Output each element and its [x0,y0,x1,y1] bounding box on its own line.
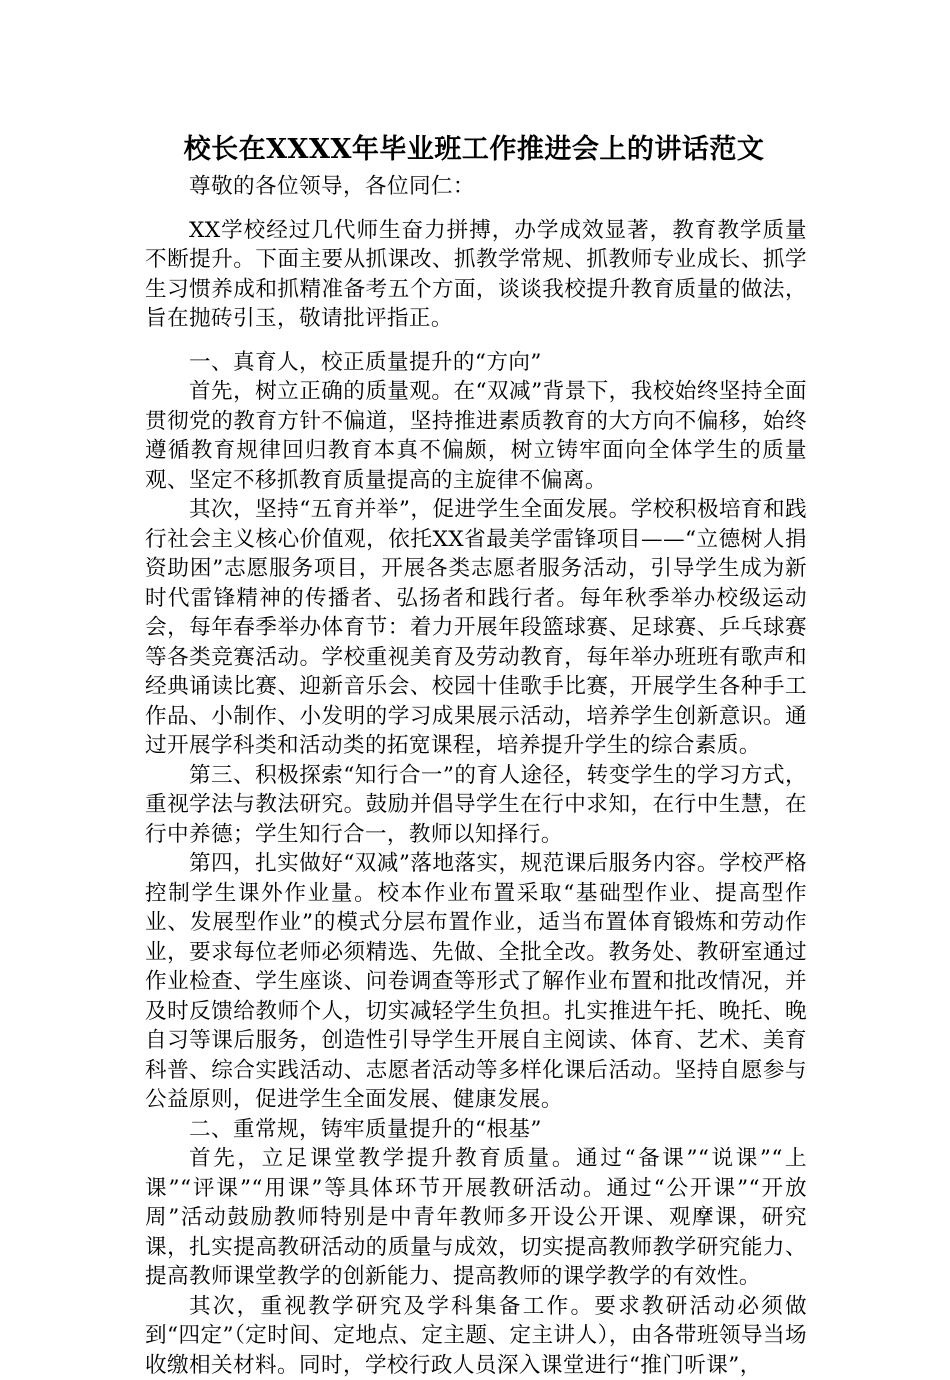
paragraph-2-1: 首先，立足课堂教学提升教育质量。通过“备课”“说课”“上课”“评课”“用课”等具体环节开展教研活动。通过“公开课”“开放周”活动鼓励教师特别是中青年教师多开设公开课、观摩课，研究课，扎实提高教研活动的质量与成效，切实提高教师教学研究能力、提高教师课堂教学的创新能力、提高教师的课学教学的有效性。 [145,1144,807,1292]
section-heading-2: 二、重常规，铸牢质量提升的“根基” [145,1115,807,1145]
paragraph-1-1: 首先，树立正确的质量观。在“双减”背景下，我校始终坚持全面贯彻党的教育方针不偏道，坚持推进素质教育的大方向不偏移，始终遵循教育规律回归教育本真不偏颇，树立铸牢面向全体学生的质量观、坚定不移抓教育质量提高的主旋律不偏离。 [145,377,807,495]
salutation: 尊敬的各位领导，各位同仁： [145,172,807,202]
paragraph-1-3: 第三、积极探索“知行合一”的育人途径，转变学生的学习方式，重视学法与教法研究。鼓励并倡导学生在行中求知，在行中生慧，在行中养德；学生知行合一，教师以知择行。 [145,761,807,850]
section-heading-1: 一、真育人，校正质量提升的“方向” [145,348,807,378]
document-page [145,128,807,1380]
paragraph-1-2: 其次，坚持“五育并举”，促进学生全面发展。学校积极培育和践行社会主义核心价值观，依托XX省最美学雷锋项目——“立德树人捐资助困”志愿服务项目，开展各类志愿者服务活动，引导学生成为新时代雷锋精神的传播者、弘扬者和践行者。每年秋季举办校级运动会，每年春季举办体育节：着力开展年段篮球赛、足球赛、乒乓球赛等各类竞赛活动。学校重视美育及劳动教育，每年举办班班有歌声和经典诵读比赛、迎新音乐会、校园十佳歌手比赛，开展学生各种手工作品、小制作、小发明的学习成果展示活动，培养学生创新意识。通过开展学科类和活动类的拓宽课程，培养提升学生的综合素质。 [145,495,807,761]
paragraph-2-2: 其次，重视教学研究及学科集备工作。要求教研活动必须做到“四定”（定时间、定地点、定主题、定主讲人），由各带班领导当场收缴相关材料。同时，学校行政人员深入课堂进行“推门听课”， [145,1292,807,1380]
paragraph-1-4: 第四，扎实做好“双减”落地落实，规范课后服务内容。学校严格控制学生课外作业量。校本作业布置采取“基础型作业、提高型作业、发展型作业”的模式分层布置作业，适当布置体育锻炼和劳动作业，要求每位老师必须精选、先做、全批全改。教务处、教研室通过作业检查、学生座谈、问卷调查等形式了解作业布置和批改情况，并及时反馈给教师个人，切实减轻学生负担。扎实推进午托、晚托、晚自习等课后服务，创造性引导学生开展自主阅读、体育、艺术、美育科普、综合实践活动、志愿者活动等多样化课后活动。坚持自愿参与公益原则，促进学生全面发展、健康发展。 [145,849,807,1115]
document-title: 校长在XXXX年毕业班工作推进会上的讲话范文 [141,128,807,172]
paragraph-intro: XX学校经过几代师生奋力拼搏，办学成效显著，教育教学质量不断提升。下面主要从抓课改、抓教学常规、抓教师专业成长、抓学生习惯养成和抓精准备考五个方面，谈谈我校提升教育质量的做法，旨在抛砖引玉，敬请批评指正。 [145,216,807,334]
